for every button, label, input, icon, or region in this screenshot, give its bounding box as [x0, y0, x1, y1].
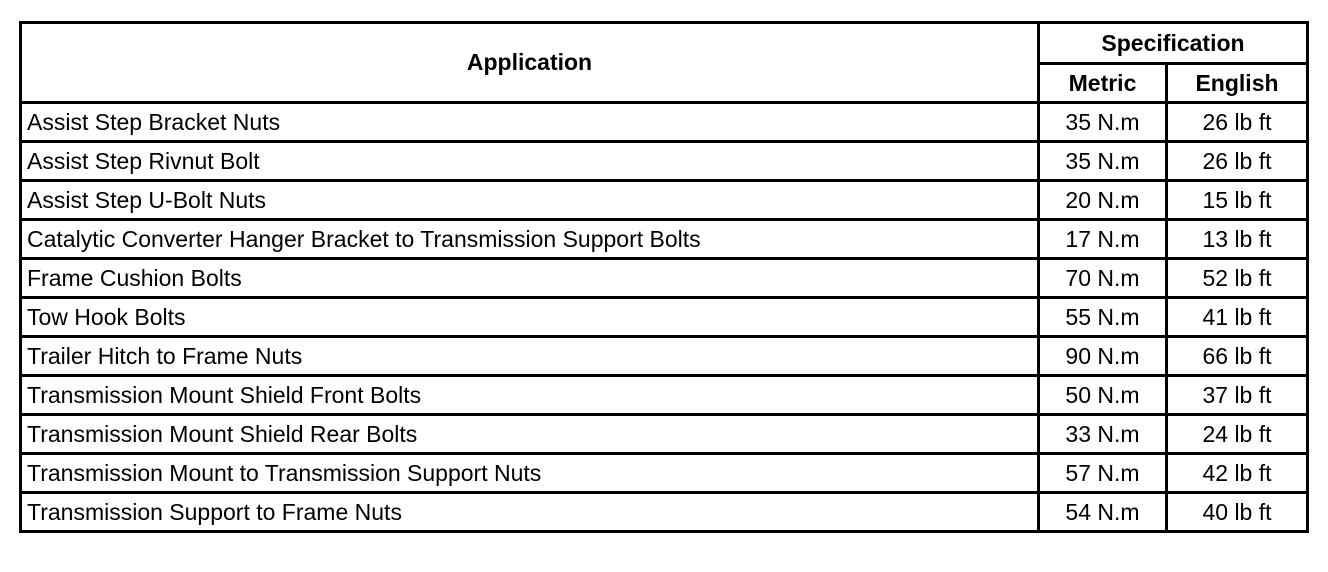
english-cell: 40 lb ft: [1167, 493, 1308, 532]
application-cell: Trailer Hitch to Frame Nuts: [21, 337, 1039, 376]
table-row: [21, 142, 1308, 181]
application-cell: Catalytic Converter Hanger Bracket to Transmission Support Bolts: [21, 220, 1039, 259]
metric-cell: 33 N.m: [1039, 415, 1167, 454]
application-cell: Assist Step Rivnut Bolt: [21, 142, 1039, 181]
application-cell: Tow Hook Bolts: [21, 298, 1039, 337]
metric-cell: 54 N.m: [1039, 493, 1167, 532]
metric-cell: 90 N.m: [1039, 337, 1167, 376]
english-cell: 52 lb ft: [1167, 259, 1308, 298]
application-cell: Transmission Mount Shield Rear Bolts: [21, 415, 1039, 454]
table-row: [21, 376, 1308, 415]
metric-cell: 50 N.m: [1039, 376, 1167, 415]
application-cell: Frame Cushion Bolts: [21, 259, 1039, 298]
table-row: [21, 454, 1308, 493]
english-header: English: [1167, 64, 1308, 103]
metric-header: Metric: [1039, 64, 1167, 103]
table-row: [21, 298, 1308, 337]
application-cell: Assist Step Bracket Nuts: [21, 103, 1039, 142]
application-cell: Transmission Support to Frame Nuts: [21, 493, 1039, 532]
english-cell: 15 lb ft: [1167, 181, 1308, 220]
english-cell: 42 lb ft: [1167, 454, 1308, 493]
torque-spec-table: [19, 21, 1309, 533]
metric-cell: 55 N.m: [1039, 298, 1167, 337]
table-row: [21, 259, 1308, 298]
metric-cell: 20 N.m: [1039, 181, 1167, 220]
metric-cell: 57 N.m: [1039, 454, 1167, 493]
english-cell: 13 lb ft: [1167, 220, 1308, 259]
metric-cell: 70 N.m: [1039, 259, 1167, 298]
english-cell: 37 lb ft: [1167, 376, 1308, 415]
metric-cell: 35 N.m: [1039, 103, 1167, 142]
english-cell: 26 lb ft: [1167, 142, 1308, 181]
english-cell: 24 lb ft: [1167, 415, 1308, 454]
table-row: [21, 415, 1308, 454]
specification-header: Specification: [1039, 23, 1308, 64]
application-cell: Transmission Mount to Transmission Support Nuts: [21, 454, 1039, 493]
table-row: [21, 220, 1308, 259]
metric-cell: 35 N.m: [1039, 142, 1167, 181]
english-cell: 41 lb ft: [1167, 298, 1308, 337]
table-row: [21, 337, 1308, 376]
table-row: [21, 181, 1308, 220]
english-cell: 66 lb ft: [1167, 337, 1308, 376]
application-cell: Assist Step U-Bolt Nuts: [21, 181, 1039, 220]
header-row: [21, 23, 1308, 64]
application-cell: Transmission Mount Shield Front Bolts: [21, 376, 1039, 415]
table-row: [21, 493, 1308, 532]
table-row: [21, 103, 1308, 142]
english-cell: 26 lb ft: [1167, 103, 1308, 142]
metric-cell: 17 N.m: [1039, 220, 1167, 259]
application-header: Application: [21, 23, 1039, 103]
